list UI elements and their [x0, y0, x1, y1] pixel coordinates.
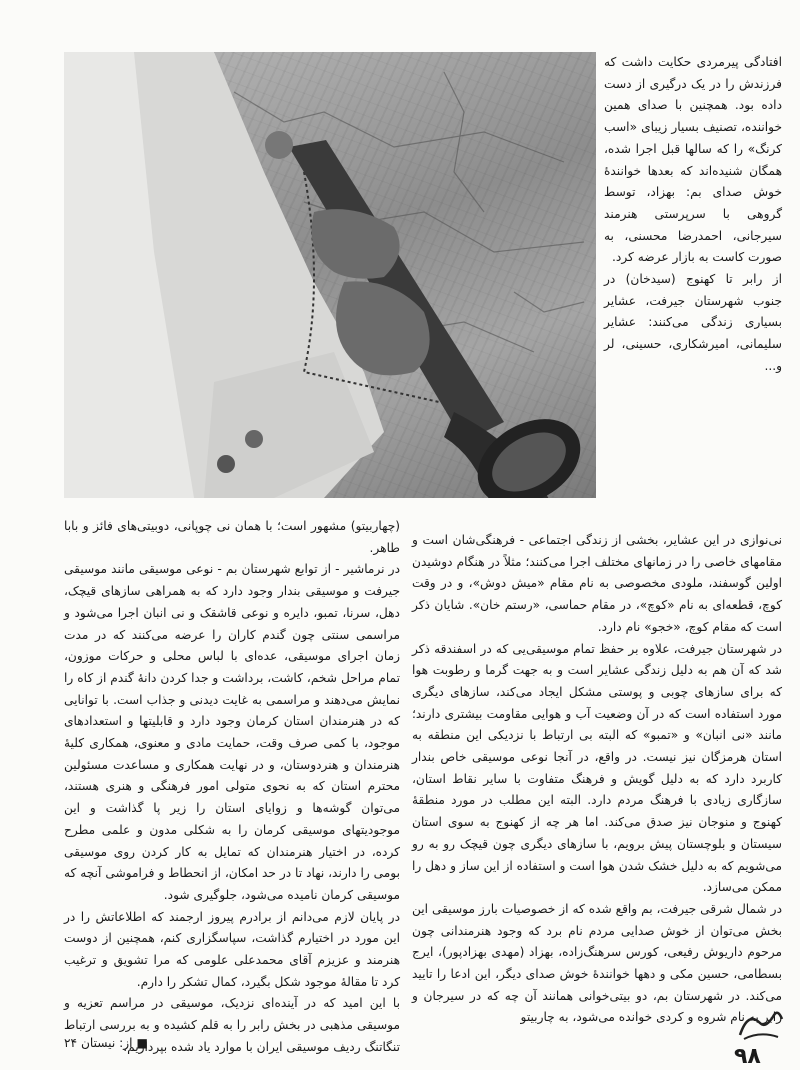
paragraph: در نرماشیر - از توابع شهرستان بم - نوعی موسیقی مانند موسیقی جیرفت و موسیقی بندار وجود دارد که به همراهی سازهای قیچک، دهل، سرنا، تمبو، دایره و نوعی قاشقک و نی انبان اجرا می‌شود و مراسمی سنتی چون گندم کاران را عرضه می‌کنند که در مدت زمان اجرای موسیقی، عده‌ای با لباس محلی و حرکات موزون، تمام مراحل شخم، کاشت، برداشت و جدا کردن دانهٔ گندم از کاه را نمایش می‌دهند و مراسمی به غایت دیدنی و جذاب است. با توانایی که در هنرمندان استان کرمان وجود دارد و قابلیتها و استعدادهای موجود، با کمی صرف وقت، حمایت مادی و معنوی، همکاری کلیهٔ هنرمندان و هنردوستان، و در نهایت همکاری و مساعدت مسئولین محترم استان که به نحوی متولی امور فرهنگی و هنری هستند، می‌توان گوشه‌ها و زوایای استان را زیر پا گذاشت و این موجودیتهای موسیقی کرمان را به شکلی مدون و علمی مطرح کرده، در اختیار هنرمندان که تمایل به کار کردن روی موسیقی بومی را دارند، نهاد تا در حد امکان، از انحطاط و فراموشی آنچه که موسیقی کرمان نامیده می‌شود، جلوگیری شود. — [64, 562, 400, 902]
top-text-column — [604, 52, 782, 378]
paragraph: از رابر تا کهنوج (سیدخان) در جنوب شهرستان جیرفت، عشایر بسیاری زندگی می‌کنند: عشایر سلیمانی، امیرشکاری، حسینی، لر و... — [604, 272, 782, 373]
instrument-photo — [64, 52, 596, 498]
button-icon — [245, 430, 263, 448]
paragraph: با این امید که در آینده‌ای نزدیک، موسیقی در مراسم تعزیه و موسیقی مذهبی در بخش رابر را به قلم کشیده و به بررسی ارتباط تنگاتنگ ردیف موسیقی ایران با موارد یاد شده بپردازیم. — [64, 996, 400, 1054]
paragraph: در شمال شرقی جیرفت، بم واقع شده که از خصوصیات بارز موسیقی این بخش می‌توان از خوش صدایی مردم نام برد که وجود هنرمندانی چون مرحوم داریوش رفیعی، کورس سرهنگ‌زاده، بهزاد (مهدی بهزادپور)، ایرج بسطامی، حسین مکی و دهها خوانندهٔ خوش صدای دیگر، این ادعا را تایید می‌کند. در شهرستان بم، دو بیتی‌خوانی همانند آن چه که در سیرجان و رابر به نام شروه و کردی خوانده می‌شود، به چاربیتو — [412, 901, 782, 1025]
paragraph: (چهاربیتو) مشهور است؛ با همان نی چوپانی، دوبیتی‌های فائز و بابا طاهر. — [64, 519, 400, 555]
right-text-column — [412, 530, 782, 1029]
source-credit: ■ از: نیستان ۲۴ — [64, 1036, 148, 1050]
photo-illustration — [64, 52, 596, 498]
paragraph: نی‌نوازی در این عشایر، بخشی از زندگی اجتماعی - فرهنگی‌شان است و مقامهای خاصی را در زمانهای مختلف اجرا می‌کنند؛ مثلاً در هنگام دوشیدن اولین گوسفند، ملودی مخصوصی به نام مقام «میش دوش»، و در وقت کوچ، قطعه‌ای به نام «کوچ»، در مقام حماسی، «رستم خان». شایان ذکر است که مقام کوچ، «خجو» نام دارد. — [412, 533, 782, 634]
paragraph: در شهرستان جیرفت، علاوه بر حفظ تمام موسیقی‌یی که در اسفندقه ذکر شد که آن هم به دلیل زندگی عشایر است و به جهت گرما و رطوبت هوا که برای سازهای چوبی و پوستی مشکل ایجاد می‌کند، سازهای دیگری مورد استفاده است که در آن وضعیت آب و هوایی مقاومت بیشتری دارند؛ مانند «نی انبان» و «تمبو» که البته بی ارتباط با نزدیکی این منطقه به استان هرمزگان نیز نیست. در واقع، در آنجا نوعی موسیقی خاص بندار کاربرد دارد که به دلیل گویش و فرهنگ متفاوت با سایر نقاط استان، سازگاری زیادی با فرهنگ مردم دارد. البته این مطلب در مورد منطقهٔ کهنوج و منوجان نیز صدق می‌کند. اما هر چه از کهنوج به سوی استان سیستان و بلوچستان پیش برویم، با سازهای دیگری چون قیچک رو به رو می‌شویم که به دلیل خشک شدن هوا است و استفاده از این ساز و دهل را ممکن می‌سازد. — [412, 641, 782, 895]
page-number: ۹۸ — [734, 1044, 761, 1069]
paragraph: افتادگی پیرمردی حکایت داشت که فرزندش را در یک درگیری از دست داده بود. همچنین با صدای همین خواننده، تصنیف بسیار زیبای «اسب کرنگ» را که سالها قبل اجرا شده، همگان شنیده‌اند که بعدها خوانندهٔ خوش صدای بم: بهزاد، توسط گروهی با سرپرستی هنرمند سیرجانی، احمدرضا محسنی، به صورت کاست به بازار عرضه کرد. — [604, 55, 782, 265]
paragraph: در پایان لازم می‌دانم از برادرم پیروز ارجمند که اطلاعاتش را در این مورد در اختیارم گذاشت، سپاسگزاری کنم، همچنین از دوست هنرمند و عزیزم آقای محمدعلی علومی که مرا تشویق و ترغیب کرد تا مقالهٔ موجود شکل بگیرد، کمال تشکر را دارم. — [64, 909, 400, 989]
left-text-column — [64, 516, 400, 1059]
